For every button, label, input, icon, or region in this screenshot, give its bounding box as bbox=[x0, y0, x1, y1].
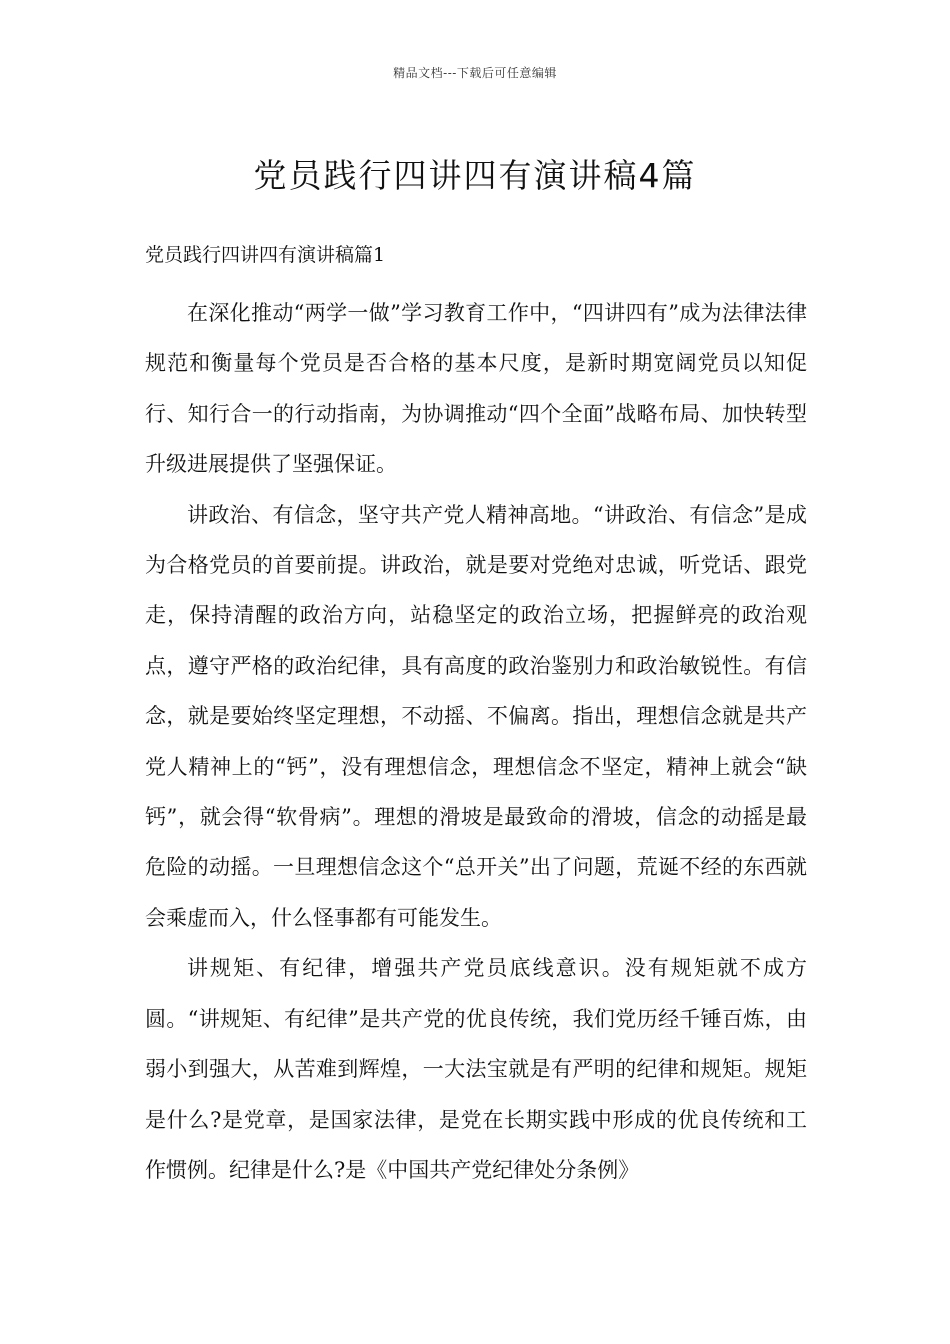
header-note: 精品文档---下载后可任意编辑 bbox=[393, 66, 557, 80]
paragraph-3: 讲规矩、有纪律，增强共产党员底线意识。没有规矩就不成方圆。“讲规矩、有纪律”是共产党的优良传统，我们党历经千锤百炼，由弱小到强大，从苦难到辉煌，一大法宝就是有严明的纪律和规矩。规矩是什么?是党章，是国家法律，是党在长期实践中形成的优良传统和工作惯例。纪律是什么?是《中国共产党纪律处分条例》 bbox=[145, 956, 807, 1182]
document-body bbox=[145, 288, 807, 1195]
paragraph-1: 在深化推动“两学一做”学习教育工作中，“四讲四有”成为法律法律规范和衡量每个党员是否合格的基本尺度，是新时期宽阔党员以知促行、知行合一的行动指南，为协调推动“四个全面”战略布局、加快转型升级进展提供了坚强保证。 bbox=[145, 301, 807, 477]
paragraph-2: 讲政治、有信念，坚守共产党人精神高地。“讲政治、有信念”是成为合格党员的首要前提。讲政治，就是要对党绝对忠诚，听党话、跟党走，保持清醒的政治方向，站稳坚定的政治立场，把握鲜亮的政治观点，遵守严格的政治纪律，具有高度的政治鉴别力和政治敏锐性。有信念，就是要始终坚定理想，不动摇、不偏离。指出，理想信念就是共产党人精神上的“钙”，没有理想信念，理想信念不坚定，精神上就会“缺钙”，就会得“软骨病”。理想的滑坡是最致命的滑坡，信念的动摇是最危险的动摇。一旦理想信念这个“总开关”出了问题，荒诞不经的东西就会乘虚而入，什么怪事都有可能发生。 bbox=[145, 502, 807, 930]
document-title: 党员践行四讲四有演讲稿4篇 bbox=[253, 156, 697, 196]
section-heading: 党员践行四讲四有演讲稿篇1 bbox=[145, 244, 386, 266]
